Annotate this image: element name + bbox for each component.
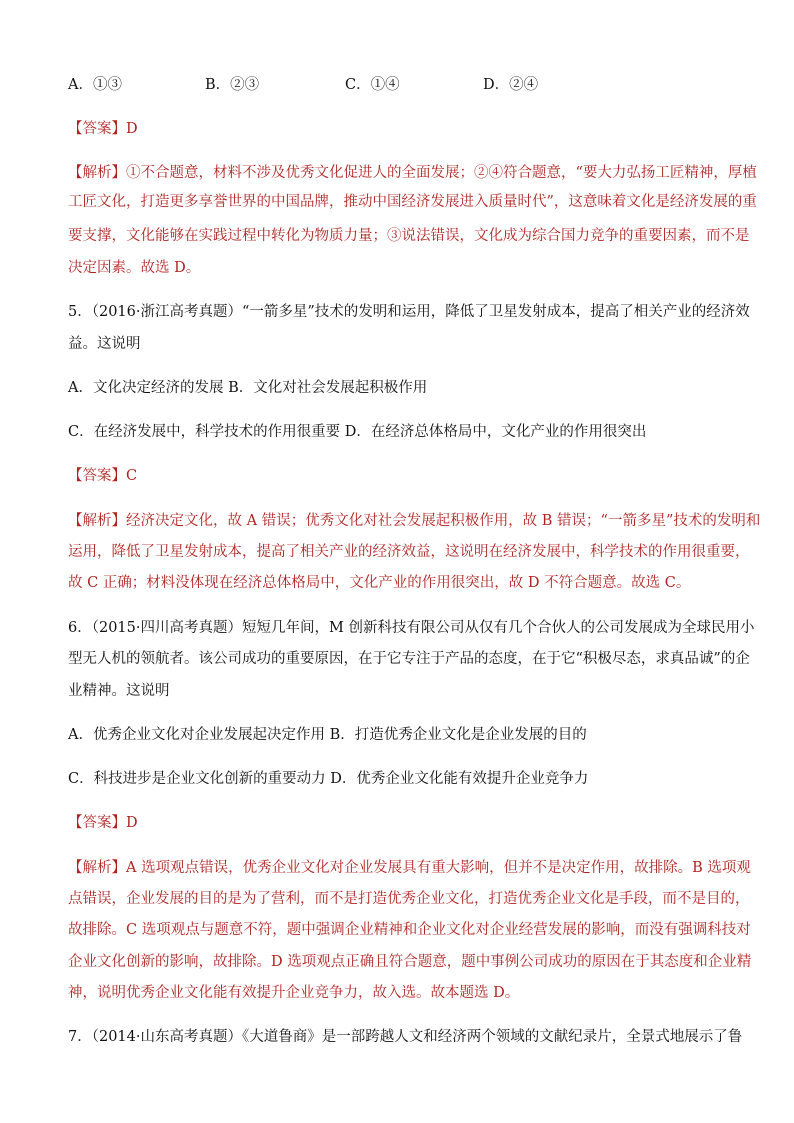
q6-options-ab: A．优秀企业文化对企业发展起决定作用 B．打造优秀企业文化是企业发展的目的 — [68, 727, 587, 743]
q4-option-d: D．②④ — [483, 77, 539, 93]
q4-answer — [68, 119, 728, 139]
q4-analysis-line-4: 决定因素。故选 D。 — [68, 260, 201, 276]
q6-analysis-line-2: 点错误，企业发展的目的是为了营利，而不是打造优秀企业文化，打造优秀企业文化是手段，而不是目的， — [68, 891, 750, 907]
q7-stem-line-1: 7．（2014·山东高考真题）《大道鲁商》是一部跨越人文和经济两个领域的文献纪录片，全景式地展示了鲁 — [68, 1029, 743, 1045]
q4-analysis-line-1 — [68, 163, 757, 183]
answer-value: D — [126, 121, 138, 137]
analysis-text: A 选项观点错误，优秀企业文化对企业发展具有重大影响，但并不是决定作用，故排除。B 选项观 — [126, 860, 751, 876]
q4-option-b: B．②③ — [205, 77, 260, 93]
q4-analysis-line-2: 工匠文化，打造更多享誉世界的中国品牌，推动中国经济发展进入质量时代”，这意味着文化是经济发展的重 — [68, 194, 757, 210]
analysis-tag: 【解析】 — [68, 513, 126, 529]
q4-option-a: A．①③ — [68, 77, 122, 93]
q5-options-ab: A．文化决定经济的发展 B．文化对社会发展起积极作用 — [68, 380, 428, 396]
q4-option-c: C．①④ — [345, 77, 400, 93]
answer-tag: 【答案】 — [68, 468, 126, 484]
q6-analysis-line-4: 企业文化创新的影响，故排除。D 选项观点正确且符合题意，题中事例公司成功的原因在于其态度和企业精 — [68, 954, 752, 970]
q5-analysis-line-1 — [68, 511, 761, 531]
q5-analysis-line-2: 运用，降低了卫星发射成本，提高了相关产业的经济效益，这说明在经济发展中，科学技术的作用很重要， — [68, 544, 750, 560]
q6-analysis-line-1 — [68, 858, 751, 878]
answer-value: D — [126, 815, 138, 831]
answer-tag: 【答案】 — [68, 121, 126, 137]
q6-options-cd: C．科技进步是企业文化创新的重要动力 D．优秀企业文化能有效提升企业竞争力 — [68, 771, 589, 787]
analysis-text: ①不合题意，材料不涉及优秀文化促进人的全面发展；②④符合题意，“要大力弘扬工匠精神，厚植 — [126, 165, 757, 181]
q6-stem-line-1: 6．（2015·四川高考真题）短短几年间，M 创新科技有限公司从仅有几个合伙人的公司发展成为全球民用小 — [68, 620, 755, 636]
q6-stem-line-2: 型无人机的领航者。该公司成功的重要原因，在于它专注于产品的态度，在于它“积极尽态，求真品诚”的企 — [68, 651, 750, 667]
analysis-tag: 【解析】 — [68, 165, 126, 181]
answer-value: C — [126, 468, 138, 484]
q6-stem-line-3: 业精神。这说明 — [68, 683, 170, 699]
q6-answer — [68, 813, 728, 833]
q5-options-cd: C．在经济发展中，科学技术的作用很重要 D．在经济总体格局中，文化产业的作用很突出 — [68, 424, 647, 440]
q5-stem-line-2: 益。这说明 — [68, 336, 141, 352]
analysis-tag: 【解析】 — [68, 860, 126, 876]
q5-analysis-line-3: 故 C 正确；材料没体现在经济总体格局中，文化产业的作用很突出，故 D 不符合题意。故选 C。 — [68, 575, 691, 591]
q6-analysis-line-3: 故排除。C 选项观点与题意不符，题中强调企业精神和企业文化对企业经营发展的影响，而没有强调科技对 — [68, 922, 751, 938]
answer-tag: 【答案】 — [68, 815, 126, 831]
q4-analysis-line-3: 要支撑，文化能够在实践过程中转化为物质力量；③说法错误，文化成为综合国力竞争的重要因素，而不是 — [68, 228, 750, 244]
q5-answer — [68, 466, 728, 486]
q6-analysis-line-5: 神，说明优秀企业文化能有效提升企业竞争力，故入选。故本题选 D。 — [68, 985, 520, 1001]
q5-stem-line-1: 5．（2016·浙江高考真题）“一箭多星”技术的发明和运用，降低了卫星发射成本，提高了相关产业的经济效 — [68, 304, 750, 320]
analysis-text: 经济决定文化，故 A 错误；优秀文化对社会发展起积极作用，故 B 错误；“一箭多星”技术的发明和 — [126, 513, 761, 529]
